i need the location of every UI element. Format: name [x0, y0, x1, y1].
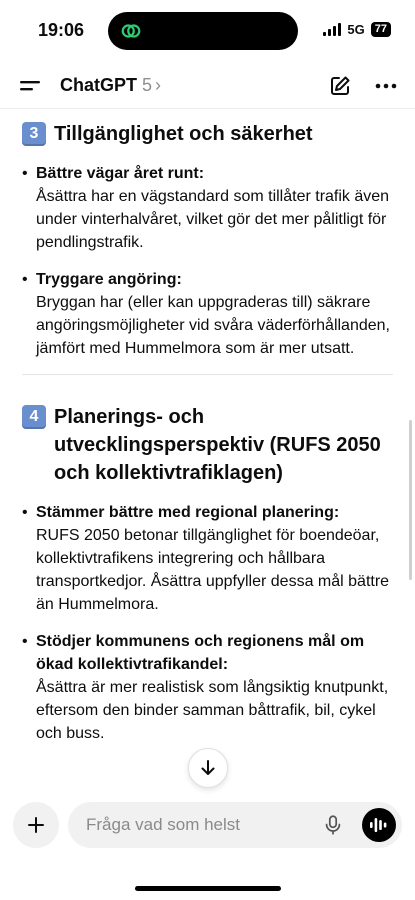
bullet-body: Åsättra har en vägstandard som tillåter trafik även under vinterhalvåret, vilket gör det mer pålitligt för pendlingstrafik. [36, 188, 390, 251]
bullet-title: • Bättre vägar året runt: [36, 165, 205, 182]
voice-mode-button[interactable] [362, 808, 396, 842]
scrollbar[interactable] [409, 420, 412, 580]
section-4 [0, 403, 415, 745]
chevron-right-icon: › [155, 75, 162, 95]
list-item [22, 162, 393, 254]
message-input[interactable] [68, 802, 326, 848]
section-title: Planerings- och utvecklingsperspektiv (RUFS 2050 och kollektivtrafiklagen) [54, 406, 381, 484]
system-indicators [323, 22, 391, 37]
status-bar [0, 0, 415, 62]
plus-icon [26, 815, 46, 835]
section-3 [0, 108, 415, 360]
section-divider [22, 374, 393, 375]
network-label: 5G [347, 22, 365, 37]
menu-icon[interactable] [20, 78, 42, 94]
model-selector[interactable] [60, 75, 161, 96]
signal-icon [323, 23, 341, 36]
number-badge: 4 [22, 405, 46, 429]
battery-icon: 77 [371, 22, 391, 37]
link-rings-icon [120, 20, 142, 42]
section-heading [22, 120, 393, 148]
list-item [22, 501, 393, 616]
app-header [0, 64, 415, 109]
list-item [22, 630, 393, 745]
chat-message [0, 108, 415, 798]
bullet-body: Åsättra är mer realistisk som långsiktig knutpunkt, eftersom den binder samman båttrafik, bil, cykel och buss. [36, 679, 389, 742]
section-heading [22, 403, 393, 487]
composer [0, 800, 415, 852]
more-icon[interactable] [374, 76, 398, 96]
bullet-title: • Stämmer bättre med regional planering: [36, 504, 340, 521]
bullet-title: • Tryggare angöring: [36, 271, 182, 288]
voice-waveform-icon [369, 816, 389, 834]
scroll-down-button[interactable] [188, 748, 228, 788]
dynamic-island [108, 12, 298, 50]
bullet-title: • Stödjer kommunens och regionens mål om ökad kollektivtrafikandel: [36, 633, 365, 673]
bullet-body: Bryggan har (eller kan uppgraderas till) säkrare angöringsmöjligheter vid svåra väderförhållanden, jämfört med Hummelmora som är mer utsatt. [36, 294, 390, 357]
home-indicator[interactable] [135, 886, 281, 891]
app-title: ChatGPT [60, 75, 138, 95]
bullet-list [22, 162, 393, 360]
bullet-body: RUFS 2050 betonar tillgänglighet för boendeöar, kollektivtrafikens integrering och hållbara transportkedjor. Åsättra uppfyller dessa mål bättre än Hummelmora. [36, 527, 390, 613]
model-version: 5 [142, 75, 153, 95]
add-attachment-button[interactable] [13, 802, 59, 848]
arrow-down-icon [199, 759, 217, 777]
bullet-list [22, 501, 393, 745]
section-title: Tillgänglighet och säkerhet [54, 123, 313, 145]
microphone-icon[interactable] [322, 814, 344, 836]
list-item [22, 268, 393, 360]
message-input-container [68, 802, 402, 848]
number-badge: 3 [22, 122, 46, 146]
edit-icon[interactable] [328, 74, 352, 98]
status-time: 19:06 [38, 20, 85, 40]
